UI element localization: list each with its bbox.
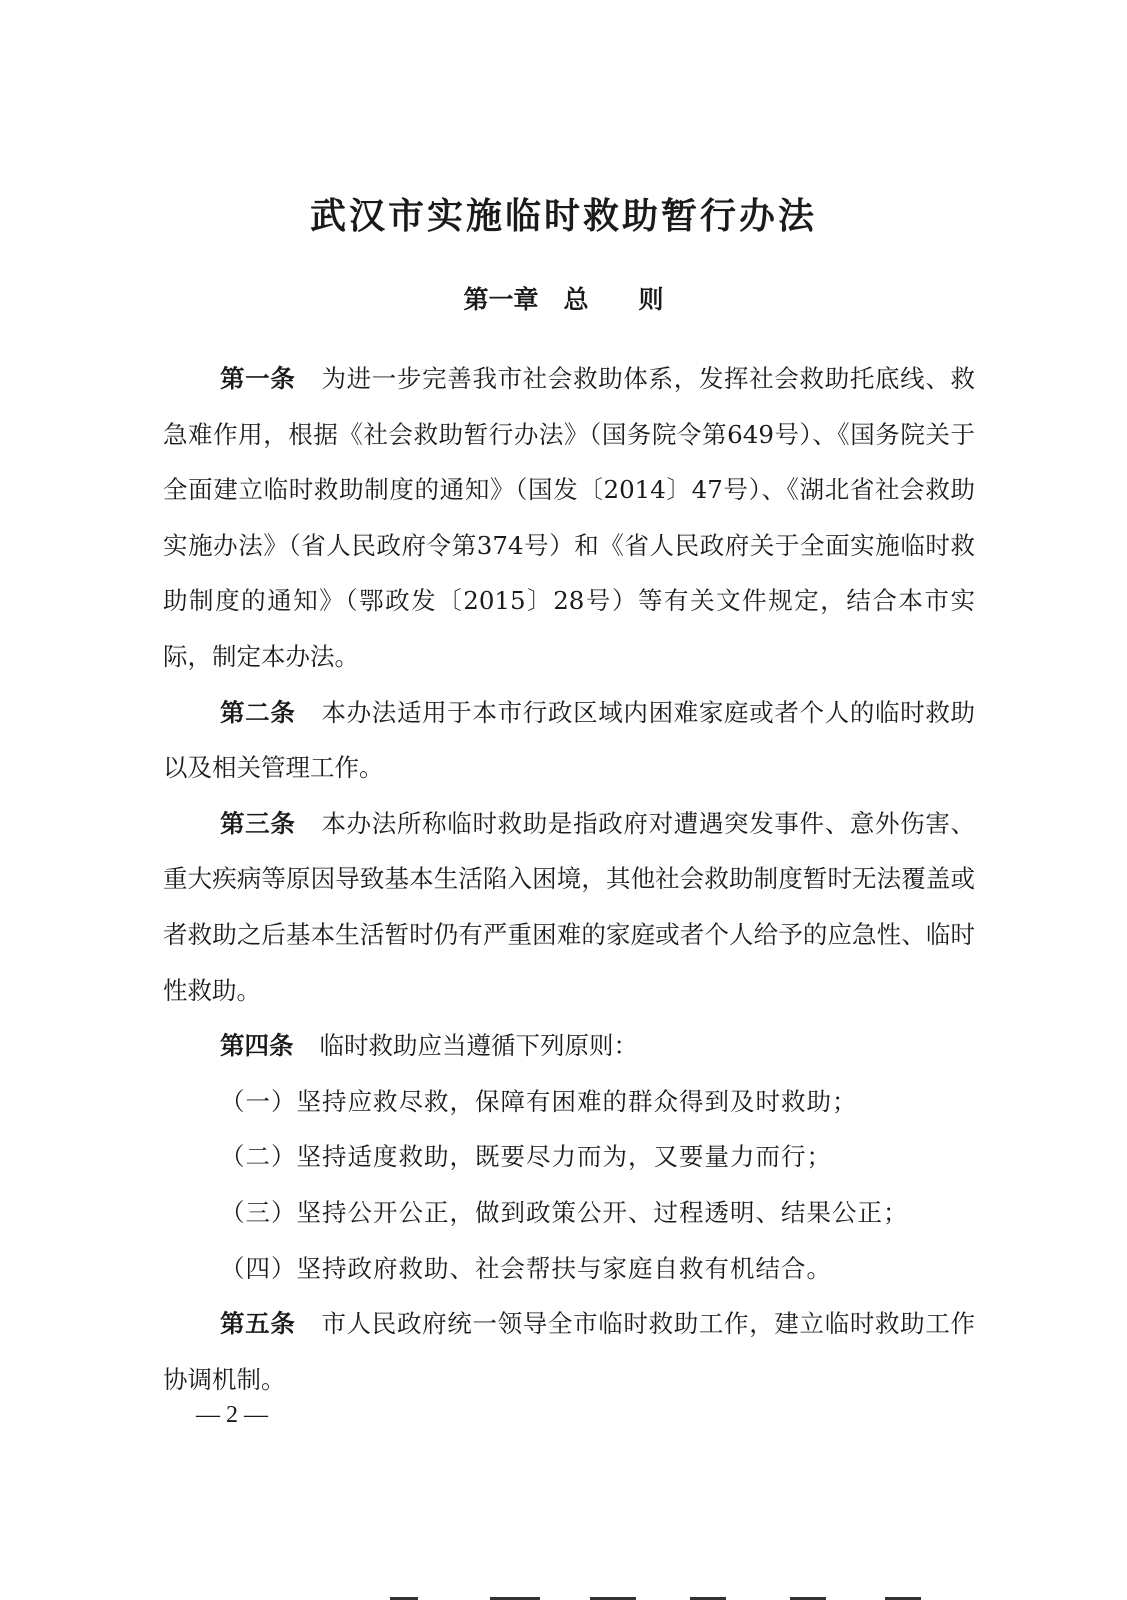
article-label: 第二条 — [220, 697, 296, 727]
chapter-heading: 第一章 总 则 — [463, 285, 664, 314]
article-text: 市人民政府统一领导全市临时救助工作，建立临时救助工作协调机制。 — [163, 1309, 975, 1394]
principle-item: （三）坚持公开公正，做到政策公开、过程透明、结果公正； — [220, 1197, 909, 1227]
article-text: 临时救助应当遵循下列原则： — [319, 1031, 638, 1061]
article-label: 第五条 — [220, 1309, 296, 1339]
article-text: 本办法所称临时救助是指政府对遭遇突发事件、意外伤害、重大疾病等原因导致基本生活陷入困境，其他社会救助制度暂时无法覆盖或者救助之后基本生活暂时仍有严重困难的家庭或者个人给予的应急性、临时性救助。 — [163, 808, 975, 1005]
page-number: — 2 — — [196, 1402, 268, 1428]
article-label: 第一条 — [220, 364, 296, 393]
article-4 — [163, 1018, 975, 1074]
principle-item: （二）坚持适度救助，既要尽力而为，又要量力而行； — [220, 1142, 832, 1172]
document-body — [163, 351, 975, 1407]
article-text: 本办法适用于本市行政区域内困难家庭或者个人的临时救助以及相关管理工作。 — [163, 697, 975, 783]
principle-item: （四）坚持政府救助、社会帮扶与家庭自救有机结合。 — [220, 1253, 832, 1283]
principle-item: （一）坚持应救尽救，保障有困难的群众得到及时救助； — [220, 1086, 858, 1116]
document-title: 武汉市实施临时救助暂行办法 — [309, 196, 817, 237]
article-1 — [163, 351, 975, 685]
article-label: 第三条 — [220, 808, 296, 838]
article-label: 第四条 — [220, 1031, 294, 1061]
article-text: 为进一步完善我市社会救助体系，发挥社会救助托底线、救急难作用，根据《社会救助暂行办法》（国务院令第649号）、《国务院关于全面建立临时救助制度的通知》（国发〔2014〕47号）、《湖北省社会救助实施办法》（省人民政府令第374号）和《省人民政府关于全面实施临时救助制度的通知》（鄂政发〔2015〕28号）等有关文件规定，结合本市实际，制定本办法。 — [163, 364, 975, 671]
article-2 — [163, 685, 975, 796]
scan-edge-marks — [0, 1582, 1127, 1600]
article-5 — [163, 1296, 975, 1407]
article-3 — [163, 796, 975, 1018]
